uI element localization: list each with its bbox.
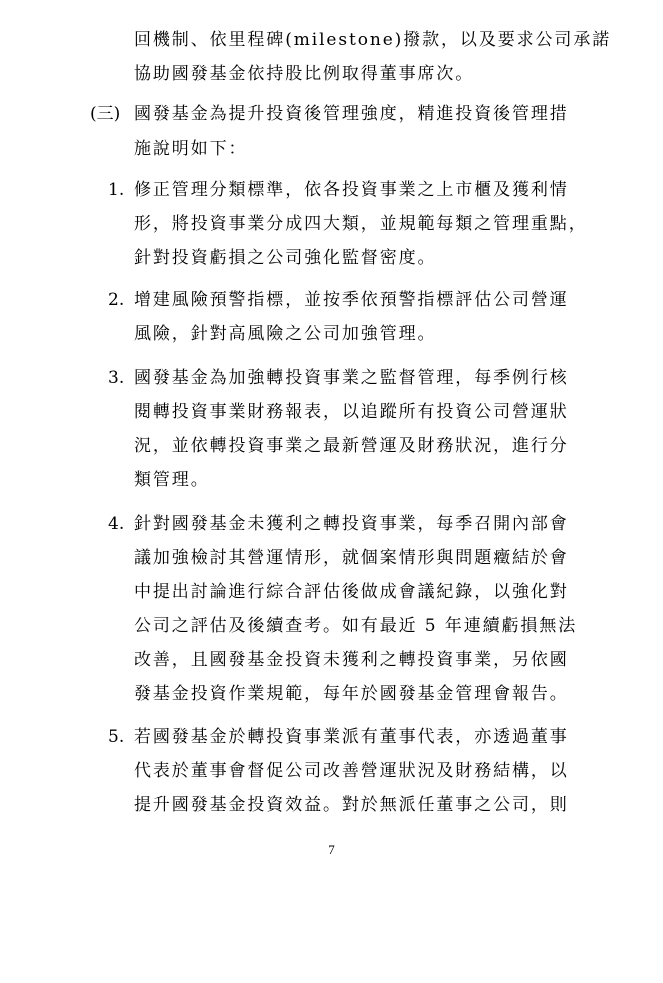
section-line-2: 施說明如下：: [134, 139, 248, 159]
page-number: 7: [328, 842, 335, 857]
item-2-line-2: 風險，針對高風險之公司加強管理。: [134, 324, 437, 344]
item-4-line-2: 議加強檢討其營運情形，就個案情形與問題癥結於會: [134, 548, 569, 568]
item-number: 5.: [108, 727, 125, 747]
item-4-line-3: 中提出討論進行綜合評估後做成會議紀錄，以強化對: [134, 582, 569, 602]
item-1-line-3: 針對投資虧損之公司強化監督密度。: [134, 248, 437, 268]
item-1-line-2: 形，將投資事業分成四大類，並規範每類之管理重點，: [134, 214, 588, 234]
item-4-line-4: 公司之評估及後續查考。如有最近 5 年連續虧損無法: [134, 616, 578, 636]
section-line-1: 國發基金為提升投資後管理強度，精進投資後管理措: [134, 104, 569, 124]
item-3-line-3: 況，並依轉投資事業之最新營運及財務狀況，進行分: [134, 436, 569, 456]
item-number: 3.: [108, 368, 125, 388]
item-4-line-6: 發基金投資作業規範，每年於國發基金管理會報告。: [134, 684, 569, 704]
item-5-line-1: 若國發基金於轉投資事業派有董事代表，亦透過董事: [134, 727, 569, 747]
item-number: 4.: [108, 514, 125, 534]
item-number: 2.: [108, 290, 125, 310]
item-3-line-4: 類管理。: [134, 470, 210, 490]
item-4-line-5: 改善，且國發基金投資未獲利之轉投資事業，另依國: [134, 650, 569, 670]
item-5-line-3: 提升國發基金投資效益。對於無派任董事之公司，則: [134, 795, 569, 815]
intro-line-1: 回機制、依里程碑(milestone)撥款，以及要求公司承諾: [134, 30, 612, 50]
item-2-line-1: 增建風險預警指標，並按季依預警指標評估公司營運: [134, 290, 569, 310]
item-1-line-1: 修正管理分類標準，依各投資事業之上市櫃及獲利情: [134, 180, 569, 200]
item-3-line-1: 國發基金為加強轉投資事業之監督管理，每季例行核: [134, 368, 569, 388]
section-marker: (三): [90, 104, 121, 124]
item-5-line-2: 代表於董事會督促公司改善營運狀況及財務結構，以: [134, 761, 569, 781]
item-4-line-1: 針對國發基金未獲利之轉投資事業，每季召開內部會: [134, 514, 569, 534]
intro-line-2: 協助國發基金依持股比例取得董事席次。: [134, 64, 475, 84]
item-3-line-2: 閱轉投資事業財務報表，以追蹤所有投資公司營運狀: [134, 402, 569, 422]
item-number: 1.: [108, 180, 125, 200]
